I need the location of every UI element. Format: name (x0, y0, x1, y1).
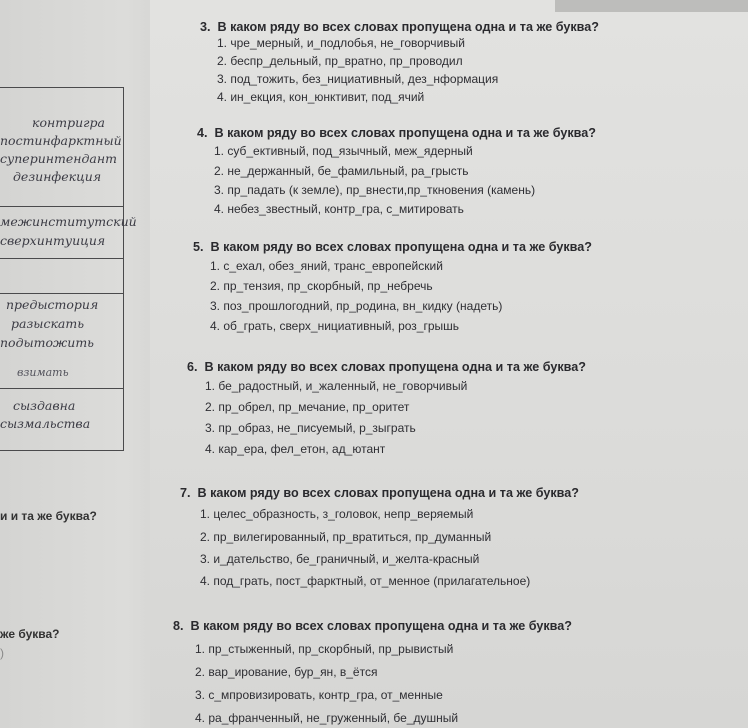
question-8-title: 8. В каком ряду во всех словах пропущена одна и та же буква? (173, 619, 572, 633)
question-3-title: 3. В каком ряду во всех словах пропущена одна и та же буква? (200, 20, 599, 34)
question-6-option: 4. кар_ера, фел_етон, ад_ютант (205, 442, 386, 456)
question-fragment: и и та же буква? (0, 509, 97, 523)
question-3-option: 2. беспр_дельный, пр_вратно, пр_проводил (217, 54, 463, 68)
question-fragment: же буква? (0, 627, 60, 641)
table-word: взимать (17, 366, 69, 379)
question-7-title: 7. В каком ряду во всех словах пропущена одна и та же буква? (180, 486, 579, 500)
table-word: постинфарктный (0, 133, 122, 148)
question-4-title: 4. В каком ряду во всех словах пропущена одна и та же буква? (197, 126, 596, 140)
question-6-option: 1. бе_радостный, и_жаленный, не_говорчивый (205, 379, 468, 393)
question-5-title: 5. В каком ряду во всех словах пропущена одна и та же буква? (193, 240, 592, 254)
question-8-option: 1. пр_стыженный, пр_скорбный, пр_рывистый (195, 642, 454, 656)
question-6-option: 2. пр_обрел, пр_мечание, пр_оритет (205, 400, 410, 414)
table-divider (0, 206, 123, 207)
question-7-option: 2. пр_вилегированный, пр_вратиться, пр_думанный (200, 530, 492, 544)
question-3-option: 4. ин_екция, кон_юнктивит, под_ячий (217, 90, 425, 104)
question-3-option: 3. под_тожить, без_нициативный, дез_нформация (217, 72, 499, 86)
table-word: сызмальства (0, 416, 91, 431)
question-3-option: 1. чре_мерный, и_подлобья, не_говорчивый (217, 36, 465, 50)
question-7-option: 1. целес_образность, з_головок, непр_веряемый (200, 507, 474, 521)
question-7-option: 4. под_грать, пост_фарктный, от_менное (прилагательное) (200, 574, 531, 588)
table-divider (0, 388, 123, 389)
table-word: подытожить (0, 335, 94, 350)
question-fragment: ) (0, 646, 4, 660)
question-4-option: 4. небез_звестный, контр_гра, с_митировать (214, 202, 464, 216)
question-4-option: 2. не_держанный, бе_фамильный, ра_грысть (214, 164, 469, 178)
question-8-option: 2. вар_ирование, бур_ян, в_ётся (195, 665, 378, 679)
question-5-option: 3. поз_прошлогодний, пр_родина, вн_кидку (надеть) (210, 299, 503, 313)
table-word: разыскать (11, 316, 85, 331)
question-5-option: 4. об_грать, сверх_нициативный, роз_грышь (210, 319, 460, 333)
question-5-option: 1. с_ехал, обез_яний, транс_европейский (210, 259, 443, 273)
page-edge (555, 0, 748, 12)
table-word: предыстория (6, 297, 99, 312)
question-8-option: 3. с_мпровизировать, контр_гра, от_менные (195, 688, 443, 702)
table-word: сверхинтуиция (0, 233, 106, 248)
question-7-option: 3. и_дательство, бе_граничный, и_желта-красный (200, 552, 480, 566)
question-4-option: 1. суб_ективный, под_язычный, меж_ядерный (214, 144, 473, 158)
table-word: контригра (32, 115, 105, 130)
question-4-option: 3. пр_падать (к земле), пр_внести,пр_ткновения (камень) (214, 183, 536, 197)
table-word: сыздавна (13, 398, 76, 413)
table-word: суперинтендант (0, 151, 117, 166)
table-divider (0, 258, 123, 259)
table-word: межинститутский (0, 214, 137, 229)
question-6-title: 6. В каком ряду во всех словах пропущена одна и та же буква? (187, 360, 586, 374)
question-5-option: 2. пр_тензия, пр_скорбный, пр_небречь (210, 279, 433, 293)
table-word: дезинфекция (13, 169, 102, 184)
question-8-option: 4. ра_франченный, не_груженный, бе_душный (195, 711, 459, 725)
question-6-option: 3. пр_образ, не_писуемый, р_зыграть (205, 421, 416, 435)
table-divider (0, 293, 123, 294)
